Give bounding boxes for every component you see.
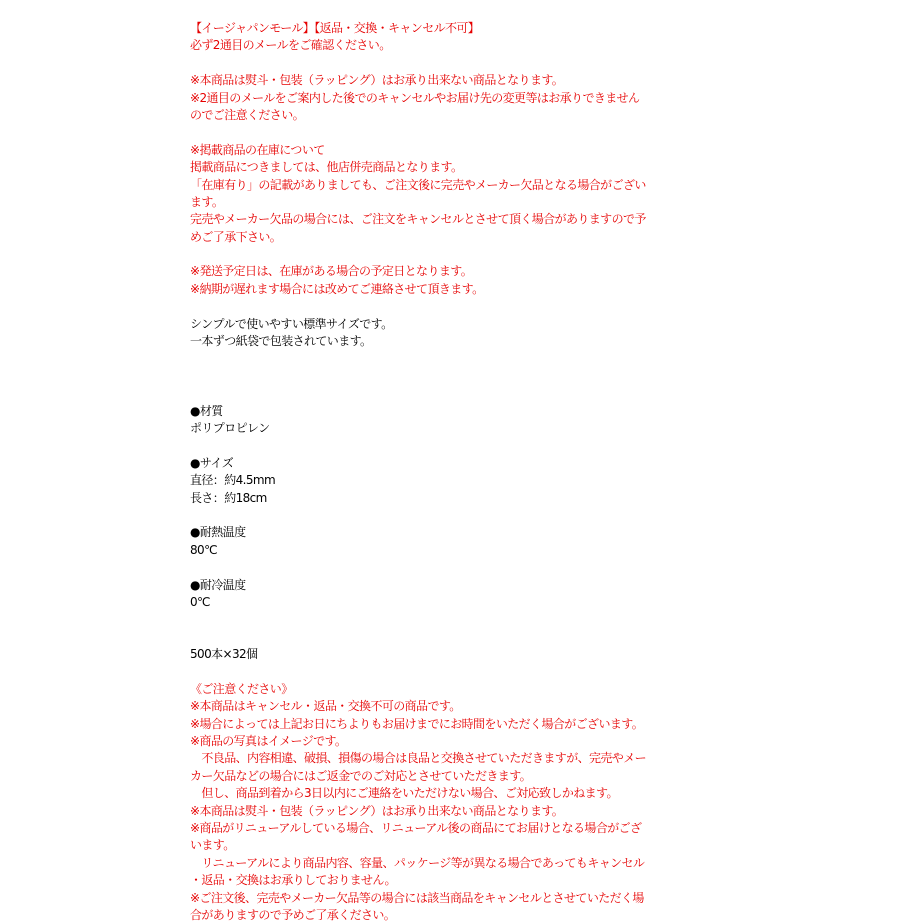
text-line: ※商品の写真はイメージです。	[190, 734, 347, 749]
blank-line	[190, 663, 880, 680]
text-line: ・返品・交換はお承りしておりません。	[190, 873, 396, 888]
text-line: ●材質	[190, 403, 223, 418]
text-line: ※本商品はキャンセル・返品・交換不可の商品です。	[190, 699, 461, 714]
blank-line	[190, 298, 880, 315]
text-line: 0℃	[190, 594, 210, 609]
blank-line	[190, 350, 880, 367]
text-line: ※本商品は熨斗・包装（ラッピング）はお承り出来ない商品となります。	[190, 73, 564, 88]
blank-line	[190, 124, 880, 141]
blank-line	[190, 437, 880, 454]
text-line: ※掲載商品の在庫について	[190, 142, 325, 157]
text-line: 必ず2通目のメールをご確認ください。	[190, 38, 391, 53]
text-line: ※ご注文後、完売やメーカー欠品等の場合には該当商品をキャンセルとさせていただく場	[190, 890, 644, 905]
text-line: 80℃	[190, 542, 217, 557]
text-line: 但し、商品到着から3日以内にご連絡をいただけない場合、ご対応致しかねます。	[190, 786, 618, 801]
blank-line	[190, 368, 880, 385]
text-line: ※発送予定日は、在庫がある場合の予定日となります。	[190, 264, 473, 279]
blank-line	[190, 55, 880, 72]
text-line: 合がありますので予めご了承ください。	[190, 907, 396, 922]
text-line: ポリプロピレン	[190, 420, 270, 435]
text-line: 「在庫有り」の記載がありましても、ご注文後に完売やメーカー欠品となる場合がござい	[190, 177, 646, 192]
text-line: 《ご注意ください》	[190, 681, 293, 696]
blank-line	[190, 629, 880, 646]
text-line: ※納期が遅れます場合には改めてご連絡させて頂きます。	[190, 281, 484, 296]
text-line: 完売やメーカー欠品の場合には、ご注文をキャンセルとさせて頂く場合がありますので予	[190, 212, 646, 227]
text-line: リニューアルにより商品内容、容量、パッケージ等が異なる場合であってもキャンセル	[190, 855, 645, 870]
text-line: めご了承下さい。	[190, 229, 282, 244]
text-line: ●耐熱温度	[190, 525, 246, 540]
blank-line	[190, 559, 880, 576]
text-line: ※商品がリニューアルしている場合、リニューアル後の商品にてお届けとなる場合がござ	[190, 820, 642, 835]
text-line: ※2通目のメールをご案内した後でのキャンセルやお届け先の変更等はお承りできません	[190, 90, 640, 105]
product-description	[190, 20, 880, 924]
text-line: シンプルで使いやすい標準サイズです。	[190, 316, 393, 331]
text-line: カー欠品などの場合にはご返金でのご対応とさせていただきます。	[190, 768, 532, 783]
text-line: 掲載商品につきましては、他店併売商品となります。	[190, 160, 463, 175]
text-line: 長さ：約18cm	[190, 490, 267, 505]
text-line: 一本ずつ紙袋で包装されています。	[190, 334, 372, 349]
text-line: ●耐冷温度	[190, 577, 246, 592]
blank-line	[190, 385, 880, 402]
blank-line	[190, 611, 880, 628]
text-line: ※場合によっては上記お日にちよりもお届けまでにお時間をいただく場合がございます。	[190, 716, 644, 731]
text-line: ます。	[190, 194, 224, 209]
text-line: ●サイズ	[190, 455, 234, 470]
text-line: 直径：約4.5mm	[190, 473, 276, 488]
text-line: のでご注意ください。	[190, 107, 305, 122]
blank-line	[190, 246, 880, 263]
text-line: 500本×32個	[190, 647, 258, 662]
text-line: ※本商品は熨斗・包装（ラッピング）はお承り出来ない商品となります。	[190, 803, 564, 818]
text-line: います。	[190, 838, 235, 853]
text-line: 不良品、内容相違、破損、損傷の場合は良品と交換させていただきますが、完売やメー	[190, 751, 647, 766]
text-line: 【イージャパンモール】【返品・交換・キャンセル不可】	[190, 21, 480, 35]
blank-line	[190, 507, 880, 524]
